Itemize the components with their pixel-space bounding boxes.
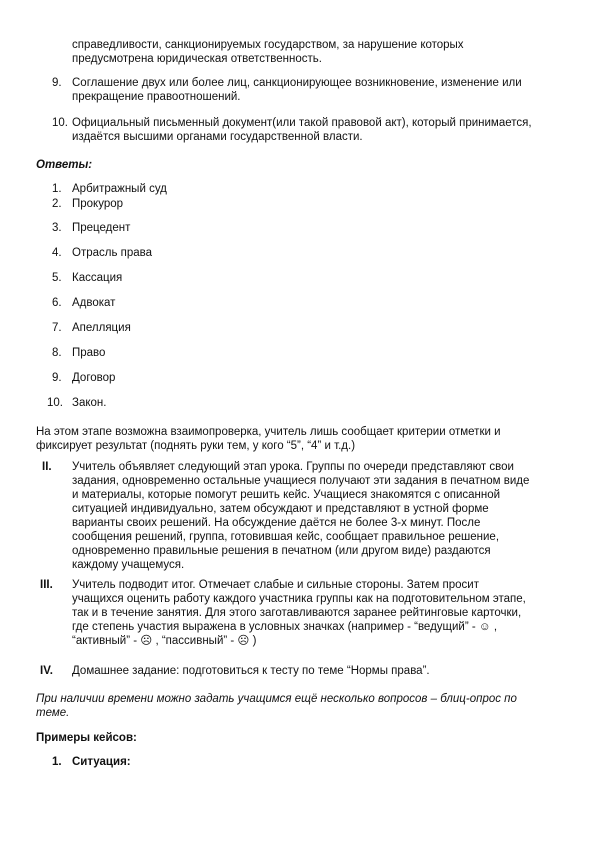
item-text-line: Соглашение двух или более лиц, санкционирующее возникновение, изменение или — [72, 77, 522, 89]
item-number: 9. — [52, 77, 62, 89]
answer-text: Арбитражный суд — [72, 183, 167, 195]
paragraph-line: фиксирует результат (поднять руки тем, у кого “5”, “4” и т.д.) — [36, 440, 356, 452]
item-continuation-line: справедливости, санкционируемых государством, за нарушение которых — [72, 39, 464, 51]
stage-text-line: Домашнее задание: подготовиться к тесту по теме “Нормы права”. — [72, 665, 430, 677]
answer-number: 4. — [52, 247, 62, 259]
answer-text: Прецедент — [72, 222, 131, 234]
italic-note-line: При наличии времени можно задать учащимся ещё несколько вопросов – блиц-опрос по — [36, 693, 517, 705]
answer-number: 6. — [52, 297, 62, 309]
answer-text: Прокурор — [72, 198, 124, 210]
answer-text: Кассация — [72, 272, 123, 284]
answer-text: Апелляция — [72, 322, 131, 334]
item-number: 10. — [52, 117, 68, 129]
stage-text-line: задания, одновременно остальные учащиеся получают эти задания в печатном виде — [72, 475, 530, 487]
stage-text-line: где степень участия выражена в условных значках (например - “ведущий” - ☺ , — [72, 621, 498, 633]
stage-text-line: одновременно правильные решения в печатном (или другом виде) раздаются — [72, 545, 491, 557]
answer-text: Адвокат — [72, 297, 116, 309]
answer-text: Закон. — [72, 397, 107, 409]
stage-text-line: ситуацией индивидуально, затем обсуждают и представляют в устной форме — [72, 503, 489, 515]
answer-text: Отрасль права — [72, 247, 153, 259]
examples-heading: Примеры кейсов: — [36, 732, 137, 744]
answer-number: 1. — [52, 183, 62, 195]
stage-text-line: и материалы, которые помогут решить кейс. Учащиеся знакомятся с описанной — [72, 489, 501, 501]
answer-number: 9. — [52, 372, 62, 384]
paragraph-line: На этом этапе возможна взаимопроверка, учитель лишь сообщает критерии отметки и — [36, 426, 501, 438]
answer-text: Право — [72, 347, 106, 359]
item-text-line: прекращение правоотношений. — [72, 91, 241, 103]
stage-text-line: Учитель подводит итог. Отмечает слабые и сильные стороны. Затем просит — [72, 579, 479, 591]
situation-number: 1. — [52, 756, 62, 768]
stage-text-line: так и в течение занятия. Для этого заготавливаются заранее рейтинговые карточки, — [72, 607, 522, 619]
answer-number: 2. — [52, 198, 62, 210]
stage-text-line: каждому учащемуся. — [72, 559, 185, 571]
stage-number: II. — [42, 461, 52, 473]
answer-text: Договор — [72, 372, 116, 384]
italic-note-line: теме. — [36, 707, 70, 719]
answer-number: 7. — [52, 322, 62, 334]
item-continuation-line: предусмотрена юридическая ответственность. — [72, 53, 322, 65]
stage-text-line: учащихся оценить работу каждого участника группы как на подготовительном этапе, — [72, 593, 526, 605]
item-text-line: издаётся высшими органами государственной власти. — [72, 131, 363, 143]
item-text-line: Официальный письменный документ(или такой правовой акт), который принимается, — [72, 117, 532, 129]
stage-text-line: “активный” - ☹ , “пассивный” - ☹ ) — [72, 635, 257, 647]
stage-number: IV. — [40, 665, 54, 677]
answers-heading: Ответы: — [36, 159, 93, 171]
situation-label: Ситуация: — [72, 756, 131, 768]
answer-number: 3. — [52, 222, 62, 234]
answer-number: 8. — [52, 347, 62, 359]
answer-number: 10. — [47, 397, 63, 409]
stage-text-line: варианты своих решений. На обсуждение даётся не более 3-х минут. После — [72, 517, 481, 529]
stage-text-line: Учитель объявляет следующий этап урока. Группы по очереди представляют свои — [72, 461, 514, 473]
answer-number: 5. — [52, 272, 62, 284]
stage-number: III. — [40, 579, 53, 591]
stage-text-line: сообщения решений, группа, готовившая кейс, сообщает правильное решение, — [72, 531, 500, 543]
